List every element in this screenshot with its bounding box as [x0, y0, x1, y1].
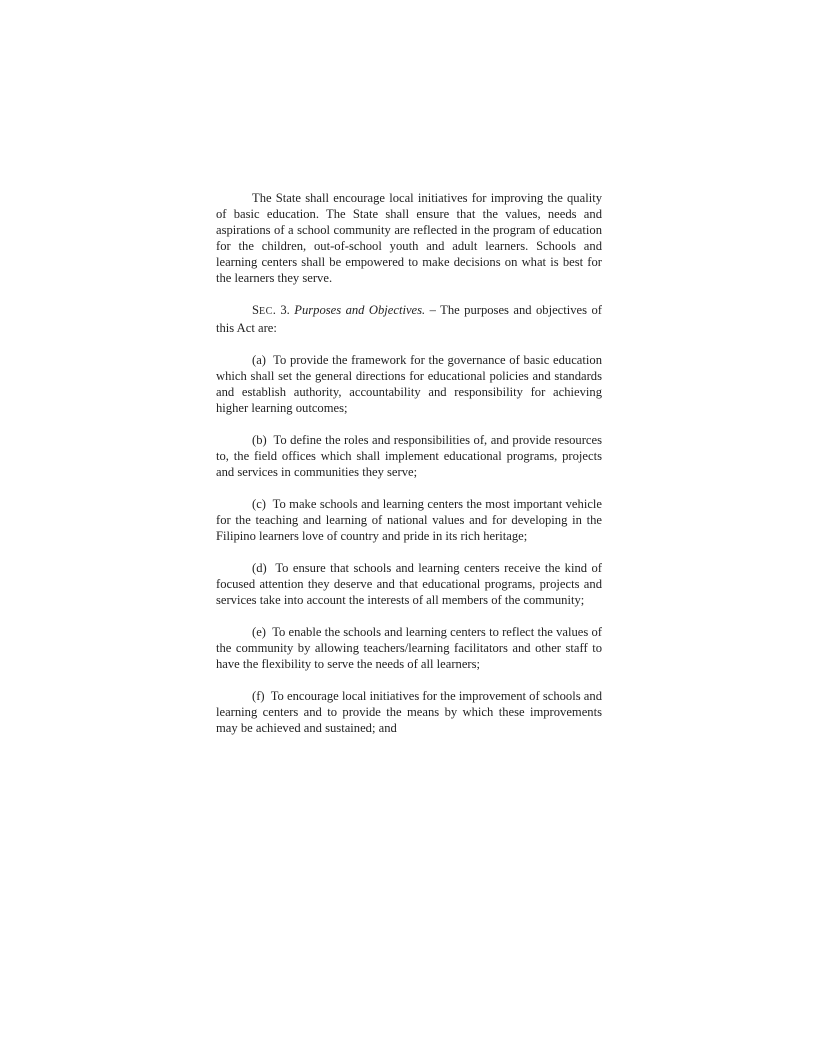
item-label: (d): [252, 561, 267, 575]
item-text: To ensure that schools and learning centers receive the kind of focused attention they deserve and that educational programs, projects and services take into account the interests of all members of the community;: [216, 561, 602, 607]
list-item: [216, 624, 602, 672]
item-text: To define the roles and responsibilities of, and provide resources to, the field offices which shall implement educational programs, projects and services in communities they serve;: [216, 433, 602, 479]
section-title: Purposes and Objectives.: [294, 303, 426, 317]
item-text: To make schools and learning centers the most important vehicle for the teaching and learning of national values and for developing in the Filipino learners love of country and pride in its rich heritage;: [216, 497, 602, 543]
list-item: [216, 432, 602, 480]
list-item: [216, 496, 602, 544]
list-item: [216, 688, 602, 736]
list-item: [216, 560, 602, 608]
section-text: – The purposes and objectives of this Act are:: [216, 303, 602, 335]
list-item: [216, 352, 602, 416]
section-heading-paragraph: [216, 302, 602, 336]
section-prefix-first: S: [252, 303, 260, 317]
section-number: . 3.: [272, 303, 290, 317]
section-prefix-rest: EC: [259, 306, 273, 317]
document-page: [216, 190, 602, 736]
item-text: To enable the schools and learning centers to reflect the values of the community by allowing teachers/learning facilitators and other staff to have the flexibility to serve the needs of all learners;: [216, 625, 602, 671]
item-label: (e): [252, 625, 266, 639]
item-label: (c): [252, 497, 266, 511]
item-label: (b): [252, 433, 267, 447]
item-label: (a): [252, 353, 266, 367]
item-text: To provide the framework for the governance of basic education which shall set the general directions for educational policies and standards and establish authority, accountability and responsibility for achieving higher learning outcomes;: [216, 353, 602, 415]
item-label: (f): [252, 689, 265, 703]
item-text: To encourage local initiatives for the improvement of schools and learning centers and to provide the means by which these improvements may be achieved and sustained; and: [216, 689, 602, 735]
intro-paragraph: The State shall encourage local initiatives for improving the quality of basic education. The State shall ensure that the values, needs and aspirations of a school community are reflected in the program of education for the children, out-of-school youth and adult learners. Schools and learning centers shall be empowered to make decisions on what is best for the learners they serve.: [216, 191, 602, 285]
